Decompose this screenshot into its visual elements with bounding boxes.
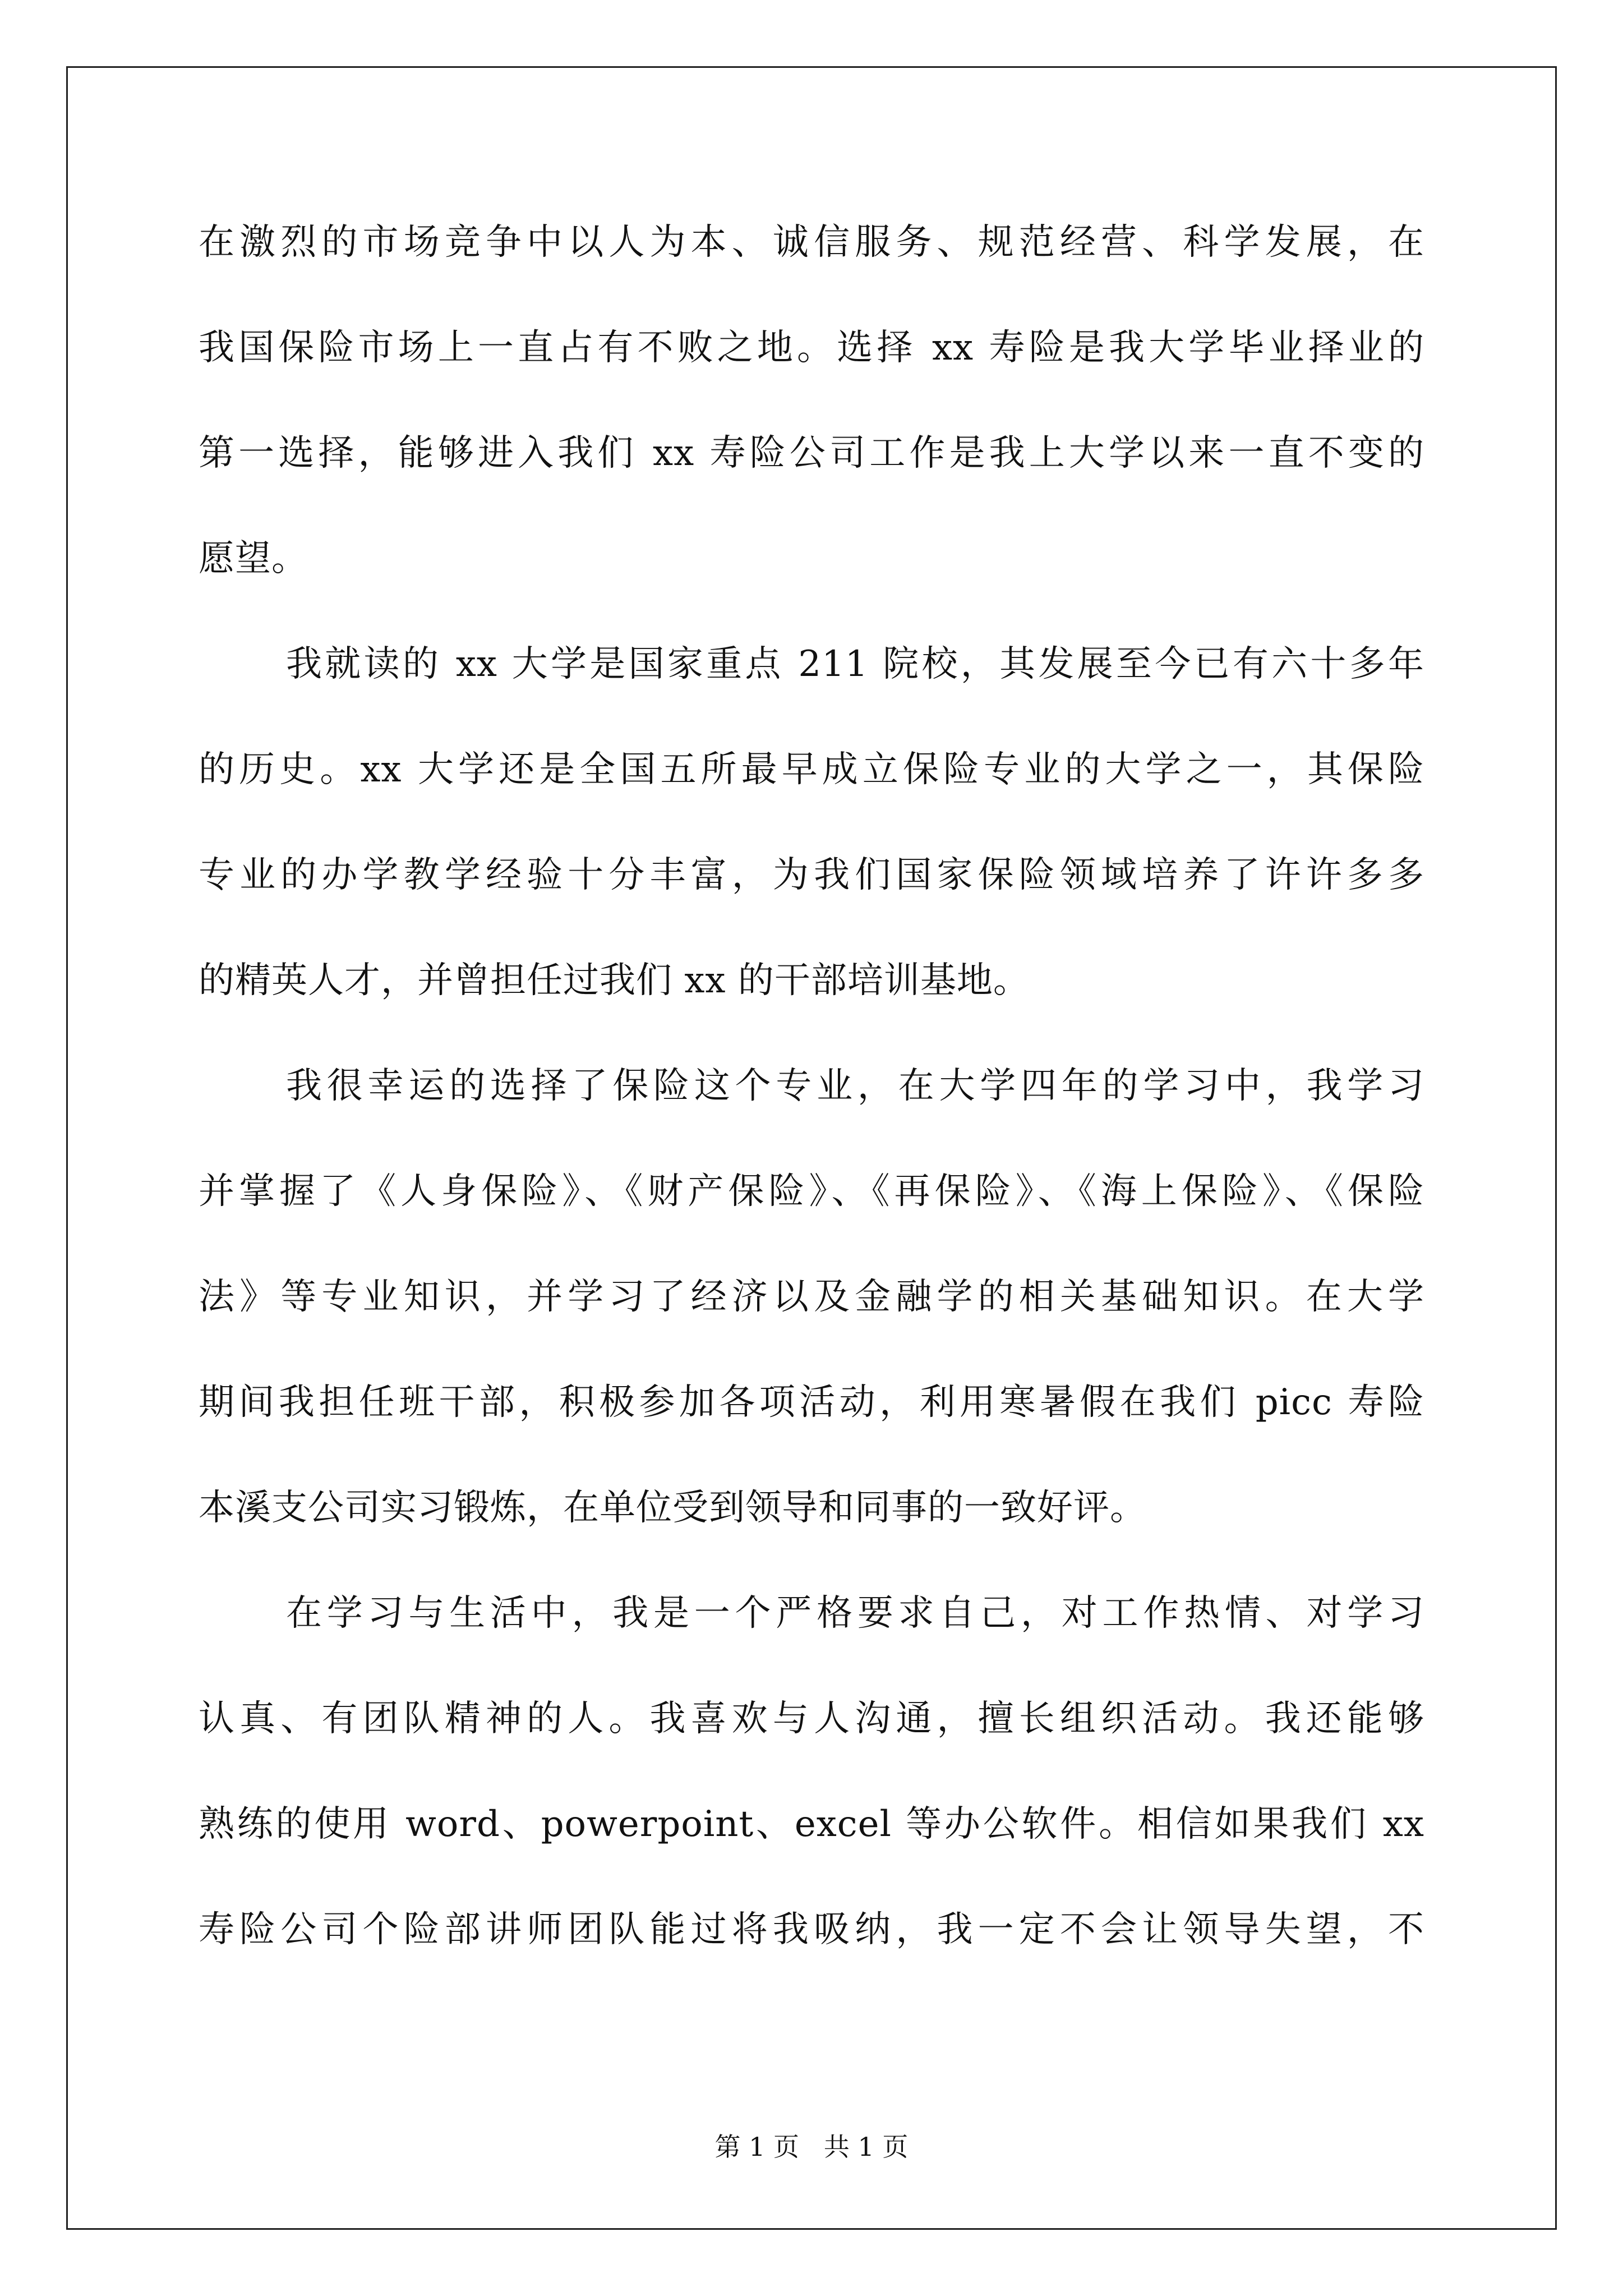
text-line: 我国保险市场上一直占有不败之地。选择 xx 寿险是我大学毕业择业的 xyxy=(199,327,1424,369)
text-line: 专业的办学教学经验十分丰富，为我们国家保险领域培养了许许多多 xyxy=(199,854,1424,896)
text-line: 的历史。xx 大学还是全国五所最早成立保险专业的大学之一，其保险 xyxy=(199,749,1424,790)
text-line: 的精英人才，并曾担任过我们 xx 的干部培训基地。 xyxy=(199,960,1030,1001)
text-line: 在激烈的市场竞争中以人为本、诚信服务、规范经营、科学发展，在 xyxy=(199,222,1424,263)
text-line: 我就读的 xx 大学是国家重点 211 院校，其发展至今已有六十多年 xyxy=(286,643,1424,685)
text-line: 认真、有团队精神的人。我喜欢与人沟通，擅长组织活动。我还能够 xyxy=(199,1698,1424,1740)
text-line: 第一选择，能够进入我们 xx 寿险公司工作是我上大学以来一直不变的 xyxy=(199,432,1424,474)
text-line: 并掌握了《人身保险》、《财产保险》、《再保险》、《海上保险》、《保险 xyxy=(199,1171,1424,1212)
text-line: 在学习与生活中，我是一个严格要求自己，对工作热情、对学习 xyxy=(286,1593,1424,1634)
text-line: 期间我担任班干部，积极参加各项活动，利用寒暑假在我们 picc 寿险 xyxy=(199,1382,1424,1423)
text-line: 我很幸运的选择了保险这个专业，在大学四年的学习中，我学习 xyxy=(286,1065,1424,1107)
text-line: 本溪支公司实习锻炼，在单位受到领导和同事的一致好评。 xyxy=(199,1487,1146,1529)
text-line: 法》等专业知识，并学习了经济以及金融学的相关基础知识。在大学 xyxy=(199,1276,1424,1318)
text-line: 愿望。 xyxy=(199,538,308,579)
text-line: 熟练的使用 word、powerpoint、excel 等办公软件。相信如果我们 xx xyxy=(199,1803,1424,1845)
page-footer: 第 1 页 共 1 页 xyxy=(714,2132,909,2162)
text-line: 寿险公司个险部讲师团队能过将我吸纳，我一定不会让领导失望，不 xyxy=(199,1909,1424,1950)
document-body xyxy=(199,224,1424,2017)
